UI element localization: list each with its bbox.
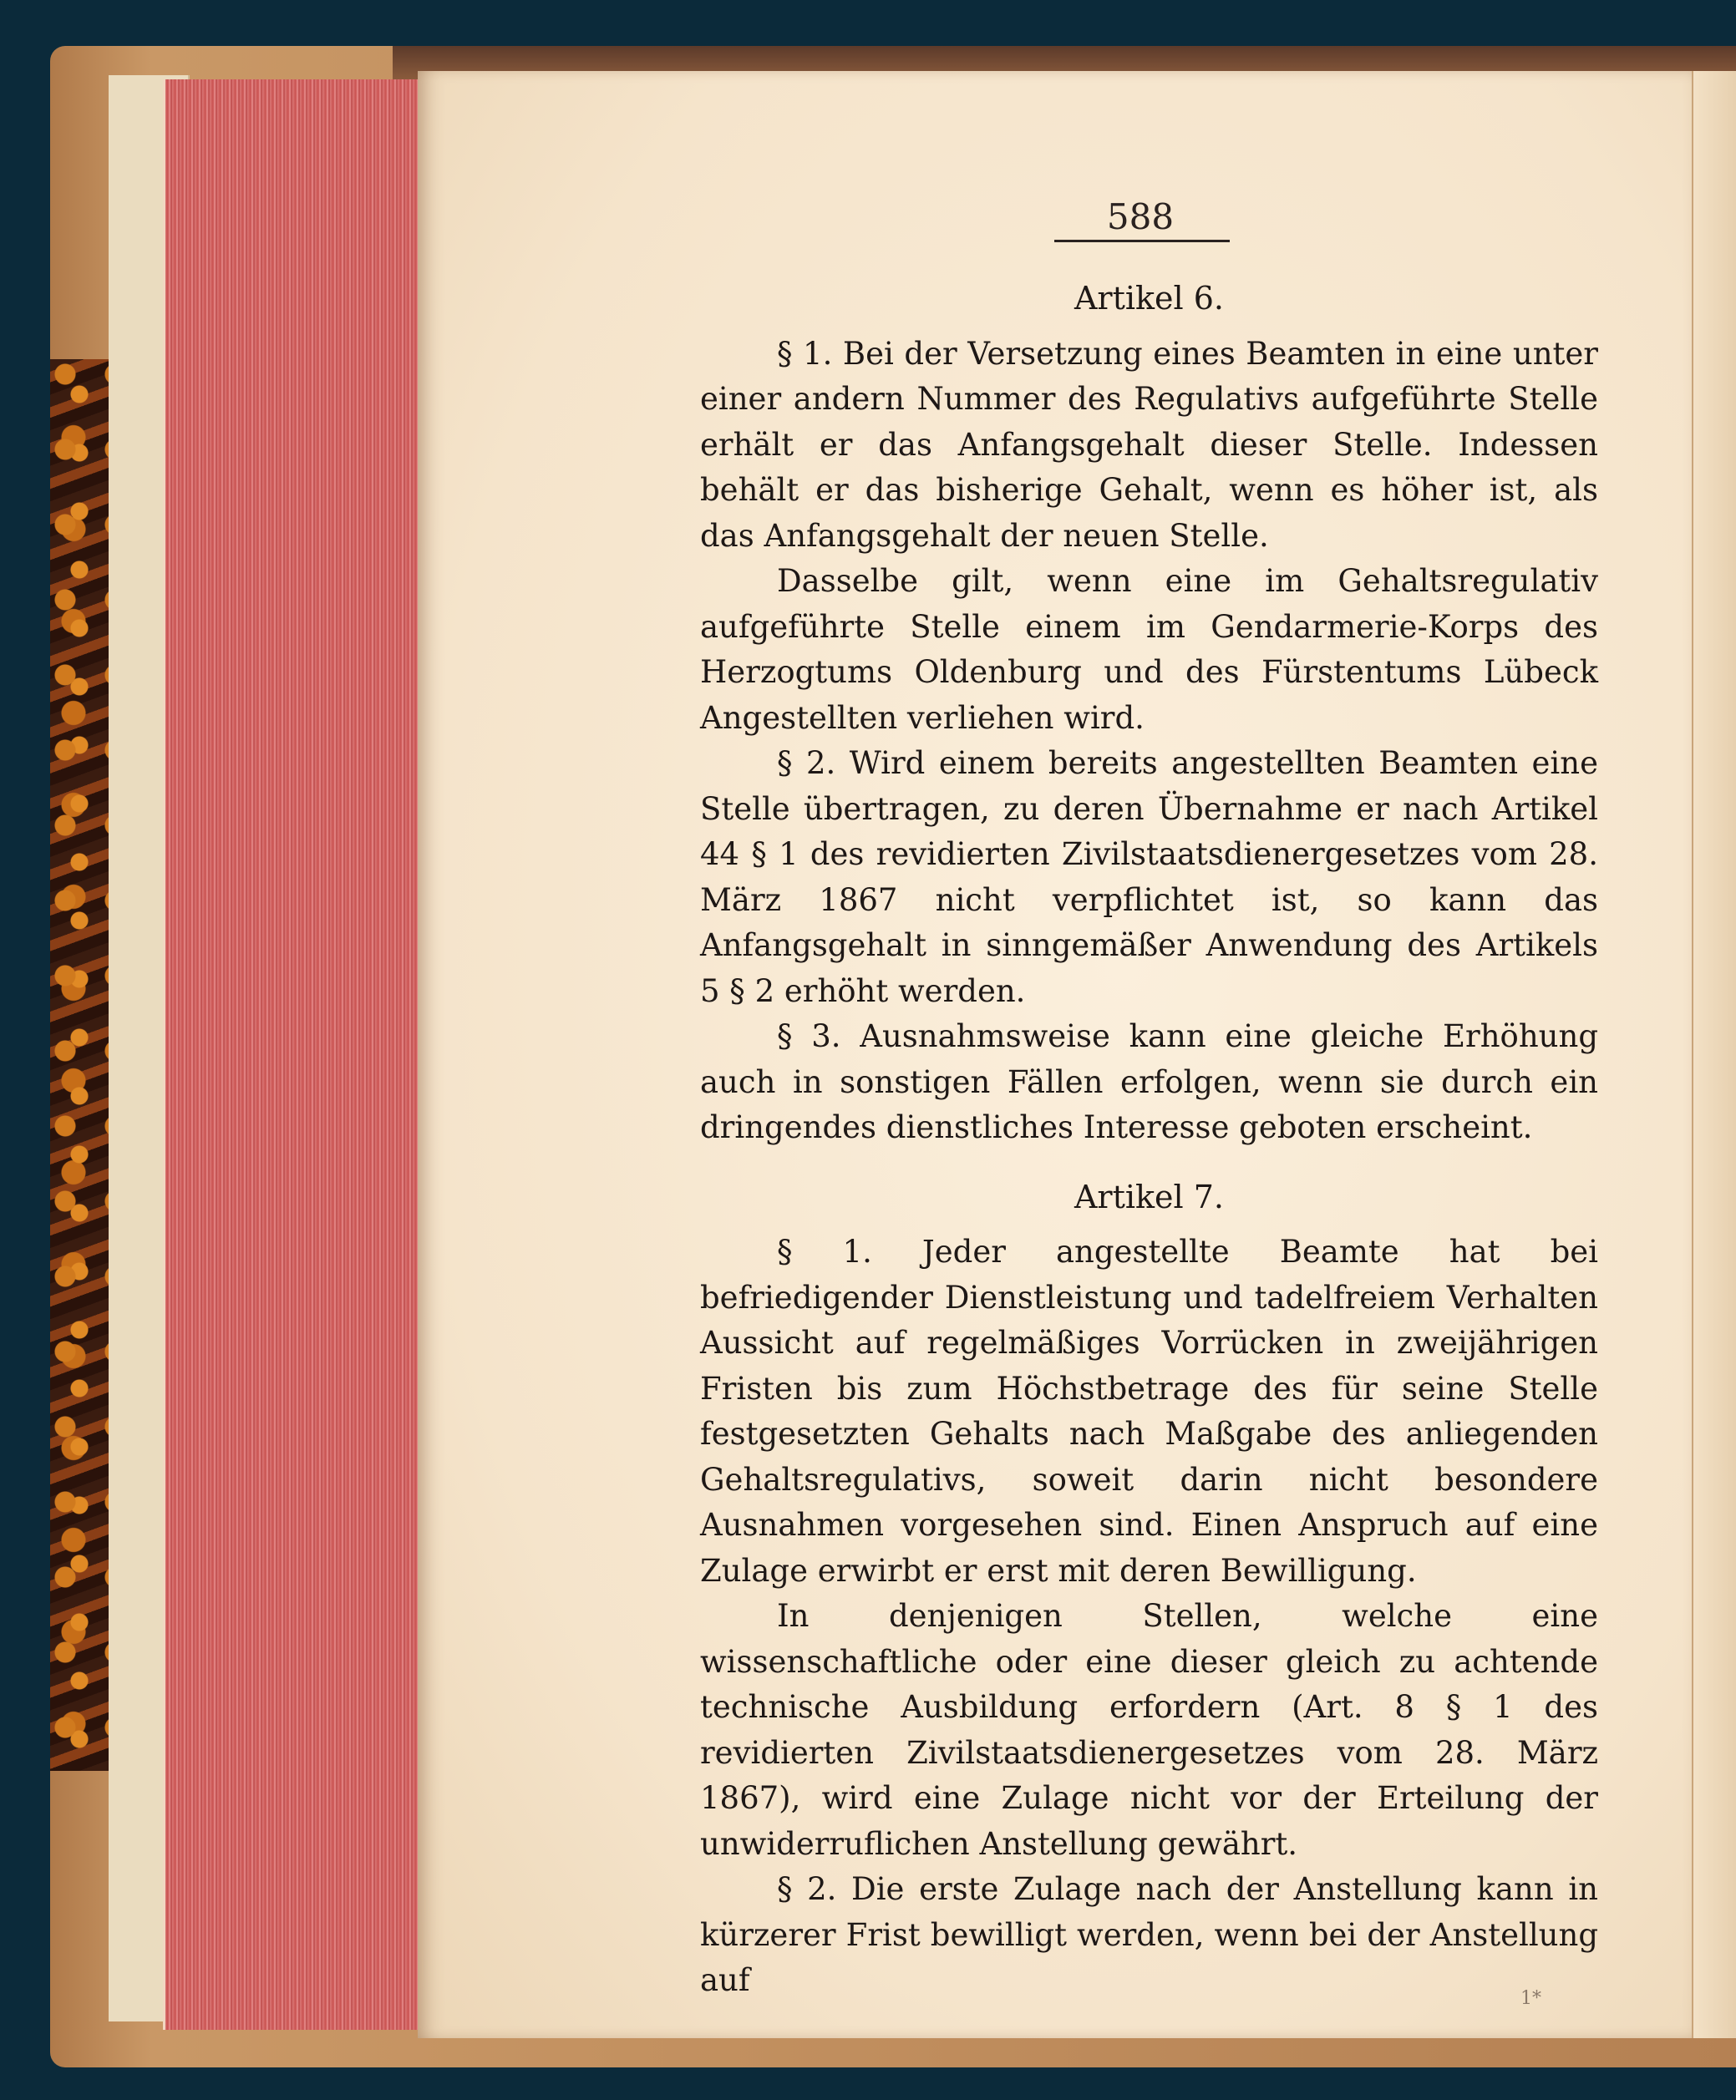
page-text bbox=[700, 276, 1598, 2004]
marbled-board bbox=[50, 359, 113, 1771]
red-page-edges bbox=[163, 79, 424, 2030]
paragraph: Dasselbe gilt, wenn eine im Gehaltsregulativ aufgeführte Stelle einem im Gendarmerie-Korps des Herzogtums Oldenburg und des Fürstentums Lübeck Angestellten verliehen wird. bbox=[700, 563, 1598, 736]
paragraph: § 2. Wird einem bereits angestellten Beamten eine Stelle übertragen, zu deren Übernahme er nach Artikel 44 § 1 des revidierten Zivilstaatsdienergesetzes vom 28. März 1867 nicht verpflichtet ist, so kann das Anfangsgehalt in sinngemäßer Anwendung des Artikels 5 § 2 erhöht werden. bbox=[700, 745, 1598, 1009]
paragraph: § 3. Ausnahmsweise kann eine gleiche Erhöhung auch in sonstigen Fällen erfolgen, wenn sie durch ein dringendes dienstliches Interesse geboten erscheint. bbox=[700, 1018, 1598, 1145]
page-number: 588 bbox=[1106, 196, 1175, 237]
signature-mark: 1* bbox=[1520, 1988, 1541, 2009]
paragraph: § 1. Jeder angestellte Beamte hat bei befriedigender Dienstleistung und tadelfreiem Verhalten Aussicht auf regelmäßiges Vorrücken in zweijährigen Fristen bis zum Höchstbetrage des für seine Stelle festgesetzten Gehalts nach Maßgabe des anliegenden Gehaltsregulativs, soweit darin nicht besondere Ausnahmen vorgesehen sind. Einen Anspruch auf eine Zulage erwirbt er erst mit deren Bewilligung. bbox=[700, 1234, 1598, 1589]
page-number-rule bbox=[1054, 240, 1230, 242]
paragraph: In denjenigen Stellen, welche eine wissenschaftliche oder eine dieser gleich zu achtende technische Ausbildung erfordern (Art. 8 § 1 des revidierten Zivilstaatsdienergesetzes vom 28. März 1867), wird eine Zulage nicht vor der Erteilung der unwiderruflichen Anstellung gewährt. bbox=[700, 1598, 1598, 1862]
article-heading: Artikel 7. bbox=[1074, 1178, 1225, 1215]
paragraph: § 2. Die erste Zulage nach der Anstellung kann in kürzerer Frist bewilligt werden, wenn bei der Anstellung auf bbox=[700, 1871, 1598, 1998]
facing-page-edge bbox=[1692, 71, 1736, 2038]
article-heading: Artikel 6. bbox=[1074, 280, 1225, 317]
paragraph: § 1. Bei der Versetzung eines Beamten in eine unter einer andern Nummer des Regulativs aufgeführte Stelle erhält er das Anfangsgehalt dieser Stelle. Indessen behält er das bisherige Gehalt, wenn es höher ist, als das Anfangsgehalt der neuen Stelle. bbox=[700, 335, 1598, 554]
